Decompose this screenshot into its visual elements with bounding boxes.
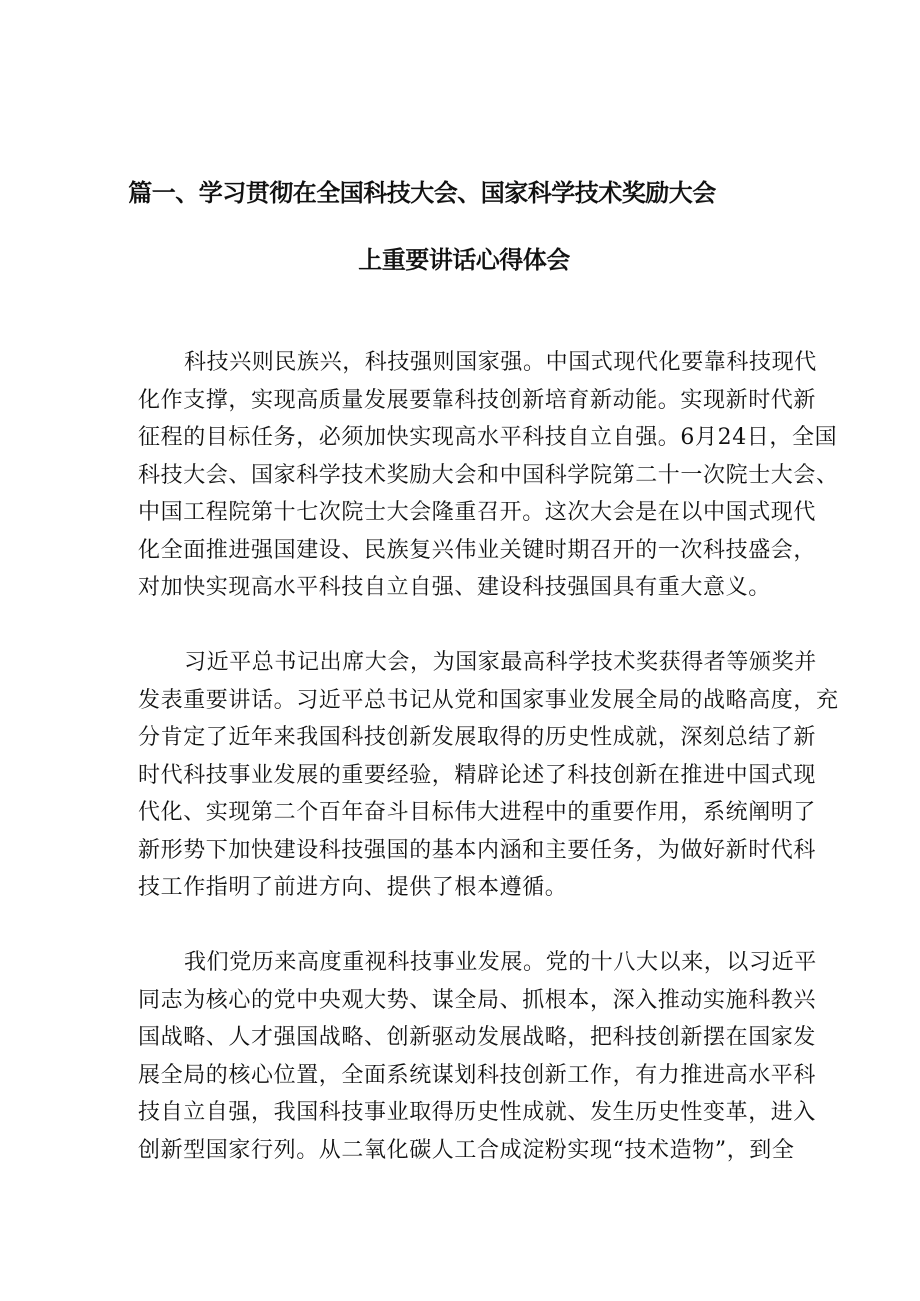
paragraph-line: 创新型国家行列。从二氧化碳人工合成淀粉实现“技术造物”，到全 — [138, 1137, 795, 1163]
paragraph-line: 习近平总书记出席大会，为国家最高科学技术奖获得者等颁奖并 — [184, 650, 817, 675]
paragraph-line: 征程的目标任务，必须加快实现高水平科技自立自强。6月24日，全国 — [138, 425, 838, 450]
paragraph-3 — [138, 944, 817, 1169]
title-line-1: 篇一、学习贯彻在全国科技大会、国家科学技术奖励大会 — [128, 179, 716, 207]
paragraph-line: 对加快实现高水平科技自立自强、建设科技强国具有重大意义。 — [138, 575, 771, 600]
paragraph-line: 时代科技事业发展的重要经验，精辟论述了科技创新在推进中国式现 — [138, 762, 817, 788]
paragraph-2 — [138, 644, 839, 907]
paragraph-line: 化全面推进强国建设、民族复兴伟业关键时期召开的一次科技盛会， — [138, 537, 817, 563]
paragraph-line: 技自立自强，我国科技事业取得历史性成就、发生历史性变革，进入 — [138, 1100, 817, 1125]
paragraph-line: 中国工程院第十七次院士大会隆重召开。这次大会是在以中国式现代 — [138, 500, 817, 525]
paragraph-line: 新形势下加快建设科技强国的基本内涵和主要任务，为做好新时代科 — [138, 837, 817, 863]
paragraph-line: 科技大会、国家科学技术奖励大会和中国科学院第二十一次院士大会、 — [138, 462, 839, 488]
paragraph-1 — [138, 344, 839, 607]
paragraph-line: 化作支撑，实现高质量发展要靠科技创新培育新动能。实现新时代新 — [138, 387, 817, 413]
paragraph-line: 同志为核心的党中央观大势、谋全局、抓根本，深入推动实施科教兴 — [138, 987, 817, 1013]
paragraph-line: 发表重要讲话。习近平总书记从党和国家事业发展全局的战略高度，充 — [138, 687, 839, 713]
paragraph-line: 技工作指明了前进方向、提供了根本遵循。 — [138, 875, 568, 900]
paragraph-line: 展全局的核心位置，全面系统谋划科技创新工作，有力推进高水平科 — [138, 1062, 817, 1088]
paragraph-line: 代化、实现第二个百年奋斗目标伟大进程中的重要作用，系统阐明了 — [138, 800, 817, 825]
paragraph-line: 我们党历来高度重视科技事业发展。党的十八大以来，以习近平 — [184, 950, 817, 975]
paragraph-line: 科技兴则民族兴，科技强则国家强。中国式现代化要靠科技现代 — [184, 350, 817, 375]
paragraph-line: 分肯定了近年来我国科技创新发展取得的历史性成就，深刻总结了新 — [138, 725, 817, 750]
title-line-2: 上重要讲话心得体会 — [358, 246, 570, 274]
paragraph-line: 国战略、人才强国战略、创新驱动发展战略，把科技创新摆在国家发 — [138, 1025, 817, 1050]
